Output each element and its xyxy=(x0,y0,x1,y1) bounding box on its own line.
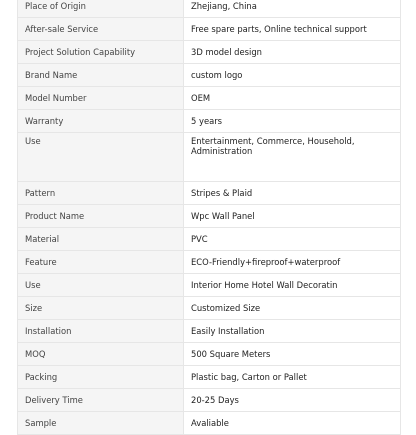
spec-row-use xyxy=(18,133,401,182)
spec-row-after-sale-service xyxy=(18,18,401,41)
spec-label: Installation xyxy=(18,320,184,343)
spec-row-model-number xyxy=(18,87,401,110)
spec-label: Use xyxy=(18,274,184,297)
spec-label: Size xyxy=(18,297,184,320)
spec-value: Avaliable xyxy=(184,412,401,435)
spec-row-packing xyxy=(18,366,401,389)
spec-label: Product Name xyxy=(18,205,184,228)
spec-label: Feature xyxy=(18,251,184,274)
spec-value: 20-25 Days xyxy=(184,389,401,412)
spec-value: Easily Installation xyxy=(184,320,401,343)
spec-value: 5 years xyxy=(184,110,401,133)
spec-value: Zhejiang, China xyxy=(184,0,401,18)
spec-label: Packing xyxy=(18,366,184,389)
spec-label: Model Number xyxy=(18,87,184,110)
spec-value: Entertainment, Commerce, Household, Administration xyxy=(184,133,401,182)
spec-value: Customized Size xyxy=(184,297,401,320)
spec-value: Interior Home Hotel Wall Decoratin xyxy=(184,274,401,297)
spec-row-project-solution-capability xyxy=(18,41,401,64)
spec-row-material xyxy=(18,228,401,251)
spec-label: Sample xyxy=(18,412,184,435)
product-specification-table xyxy=(17,0,401,435)
spec-label: Place of Origin xyxy=(18,0,184,18)
spec-value: custom logo xyxy=(184,64,401,87)
spec-label: Warranty xyxy=(18,110,184,133)
spec-label: MOQ xyxy=(18,343,184,366)
spec-value: Free spare parts, Online technical support xyxy=(184,18,401,41)
spec-label: After-sale Service xyxy=(18,18,184,41)
spec-row-moq xyxy=(18,343,401,366)
spec-label: Material xyxy=(18,228,184,251)
spec-label: Brand Name xyxy=(18,64,184,87)
spec-value: Stripes & Plaid xyxy=(184,182,401,205)
spec-row-brand-name xyxy=(18,64,401,87)
spec-table-body xyxy=(18,0,401,435)
spec-value: 500 Square Meters xyxy=(184,343,401,366)
spec-row-warranty xyxy=(18,110,401,133)
spec-row-product-name xyxy=(18,205,401,228)
spec-row-delivery-time xyxy=(18,389,401,412)
spec-value: Plastic bag, Carton or Pallet xyxy=(184,366,401,389)
spec-label: Pattern xyxy=(18,182,184,205)
spec-value: 3D model design xyxy=(184,41,401,64)
spec-row-size xyxy=(18,297,401,320)
spec-row-place-of-origin xyxy=(18,0,401,18)
spec-row-use-2 xyxy=(18,274,401,297)
spec-value: OEM xyxy=(184,87,401,110)
spec-label: Use xyxy=(18,133,184,182)
spec-row-feature xyxy=(18,251,401,274)
spec-row-installation xyxy=(18,320,401,343)
spec-value: PVC xyxy=(184,228,401,251)
spec-value: ECO-Friendly+fireproof+waterproof xyxy=(184,251,401,274)
spec-label: Delivery Time xyxy=(18,389,184,412)
spec-label: Project Solution Capability xyxy=(18,41,184,64)
spec-value: Wpc Wall Panel xyxy=(184,205,401,228)
spec-row-pattern xyxy=(18,182,401,205)
spec-row-sample xyxy=(18,412,401,435)
